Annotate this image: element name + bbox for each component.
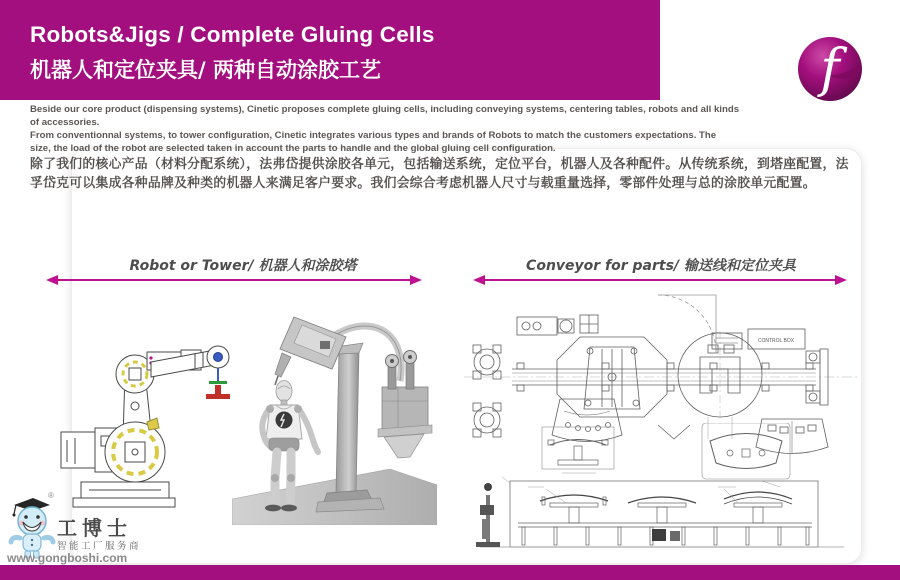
station-turntable — [678, 331, 762, 419]
page-title-en: Robots&Jigs / Complete Gluing Cells — [30, 22, 435, 47]
watermark — [0, 488, 175, 568]
intro-line-zh: 孚岱克可以集成各种品牌及种类的机器人来满足客户要求。我们会综合考虑机器人尺寸与载重量选择，零部件处理与总的涂胶单元配置。 — [30, 176, 816, 191]
intro-text-block — [30, 103, 882, 193]
intro-line: of accessories. — [30, 117, 100, 128]
intro-line: From conventionnal systems, to tower configuration, Cinetic integrates various types and brands of Robots to match the customers expectations. The — [30, 130, 717, 141]
watermark-url: www.gongboshi.com — [7, 551, 128, 565]
fives-logo-icon — [797, 36, 863, 102]
part-chevron — [658, 425, 690, 439]
page-title-zh: 机器人和定位夹具/ 两种自动涂胶工艺 — [30, 58, 381, 82]
detail-view-right — [702, 423, 790, 487]
section-label-conveyor: Conveyor for parts/ 输送线和定位夹具 — [526, 258, 796, 274]
part-station-3 — [724, 492, 792, 523]
header-banner — [0, 0, 660, 100]
double-arrow-right — [473, 273, 847, 285]
intro-line: size, the load of the robot are selected taken in account the parts to handle and the global gluing cell configuration. — [30, 143, 556, 154]
robot-pedestal-figure — [476, 483, 500, 547]
dispensing-head — [275, 317, 346, 385]
tower-gluing-station-drawing — [232, 297, 437, 525]
intro-line: Beside our core product (dispensing systems), Cinetic proposes complete gluing cells, including conveying systems, centering tables, robots and all kinds — [30, 104, 740, 115]
control-box — [748, 329, 805, 349]
control-box-label: CONTROL BOX — [757, 338, 795, 344]
intro-line-zh: 除了我们的核心产品（材料分配系统），法弗岱提供涂胶各单元，包括输送系统，定位平台，机器人及各种配件。从传统系统，到塔座配置，法 — [30, 157, 849, 172]
logo-letter: f — [820, 39, 840, 99]
door-swing — [658, 295, 716, 353]
detail-view-left — [542, 427, 614, 473]
part-station-2 — [628, 497, 696, 541]
section-label-robot-or-tower: Robot or Tower/ 机器人和涂胶塔 — [129, 258, 357, 274]
watermark-slogan: 智能工厂服务商 — [57, 541, 142, 552]
feeder-station — [517, 315, 598, 335]
registered-mark: ® — [48, 491, 54, 500]
footer-bar — [0, 565, 900, 580]
robot-arm-drawing — [55, 302, 240, 514]
watermark-brand: 工博士 — [57, 516, 132, 540]
part-station-1 — [540, 495, 608, 523]
pump-equipment — [378, 351, 432, 459]
conveyor-elevation-drawing — [462, 423, 862, 561]
double-arrow-left — [46, 273, 422, 285]
